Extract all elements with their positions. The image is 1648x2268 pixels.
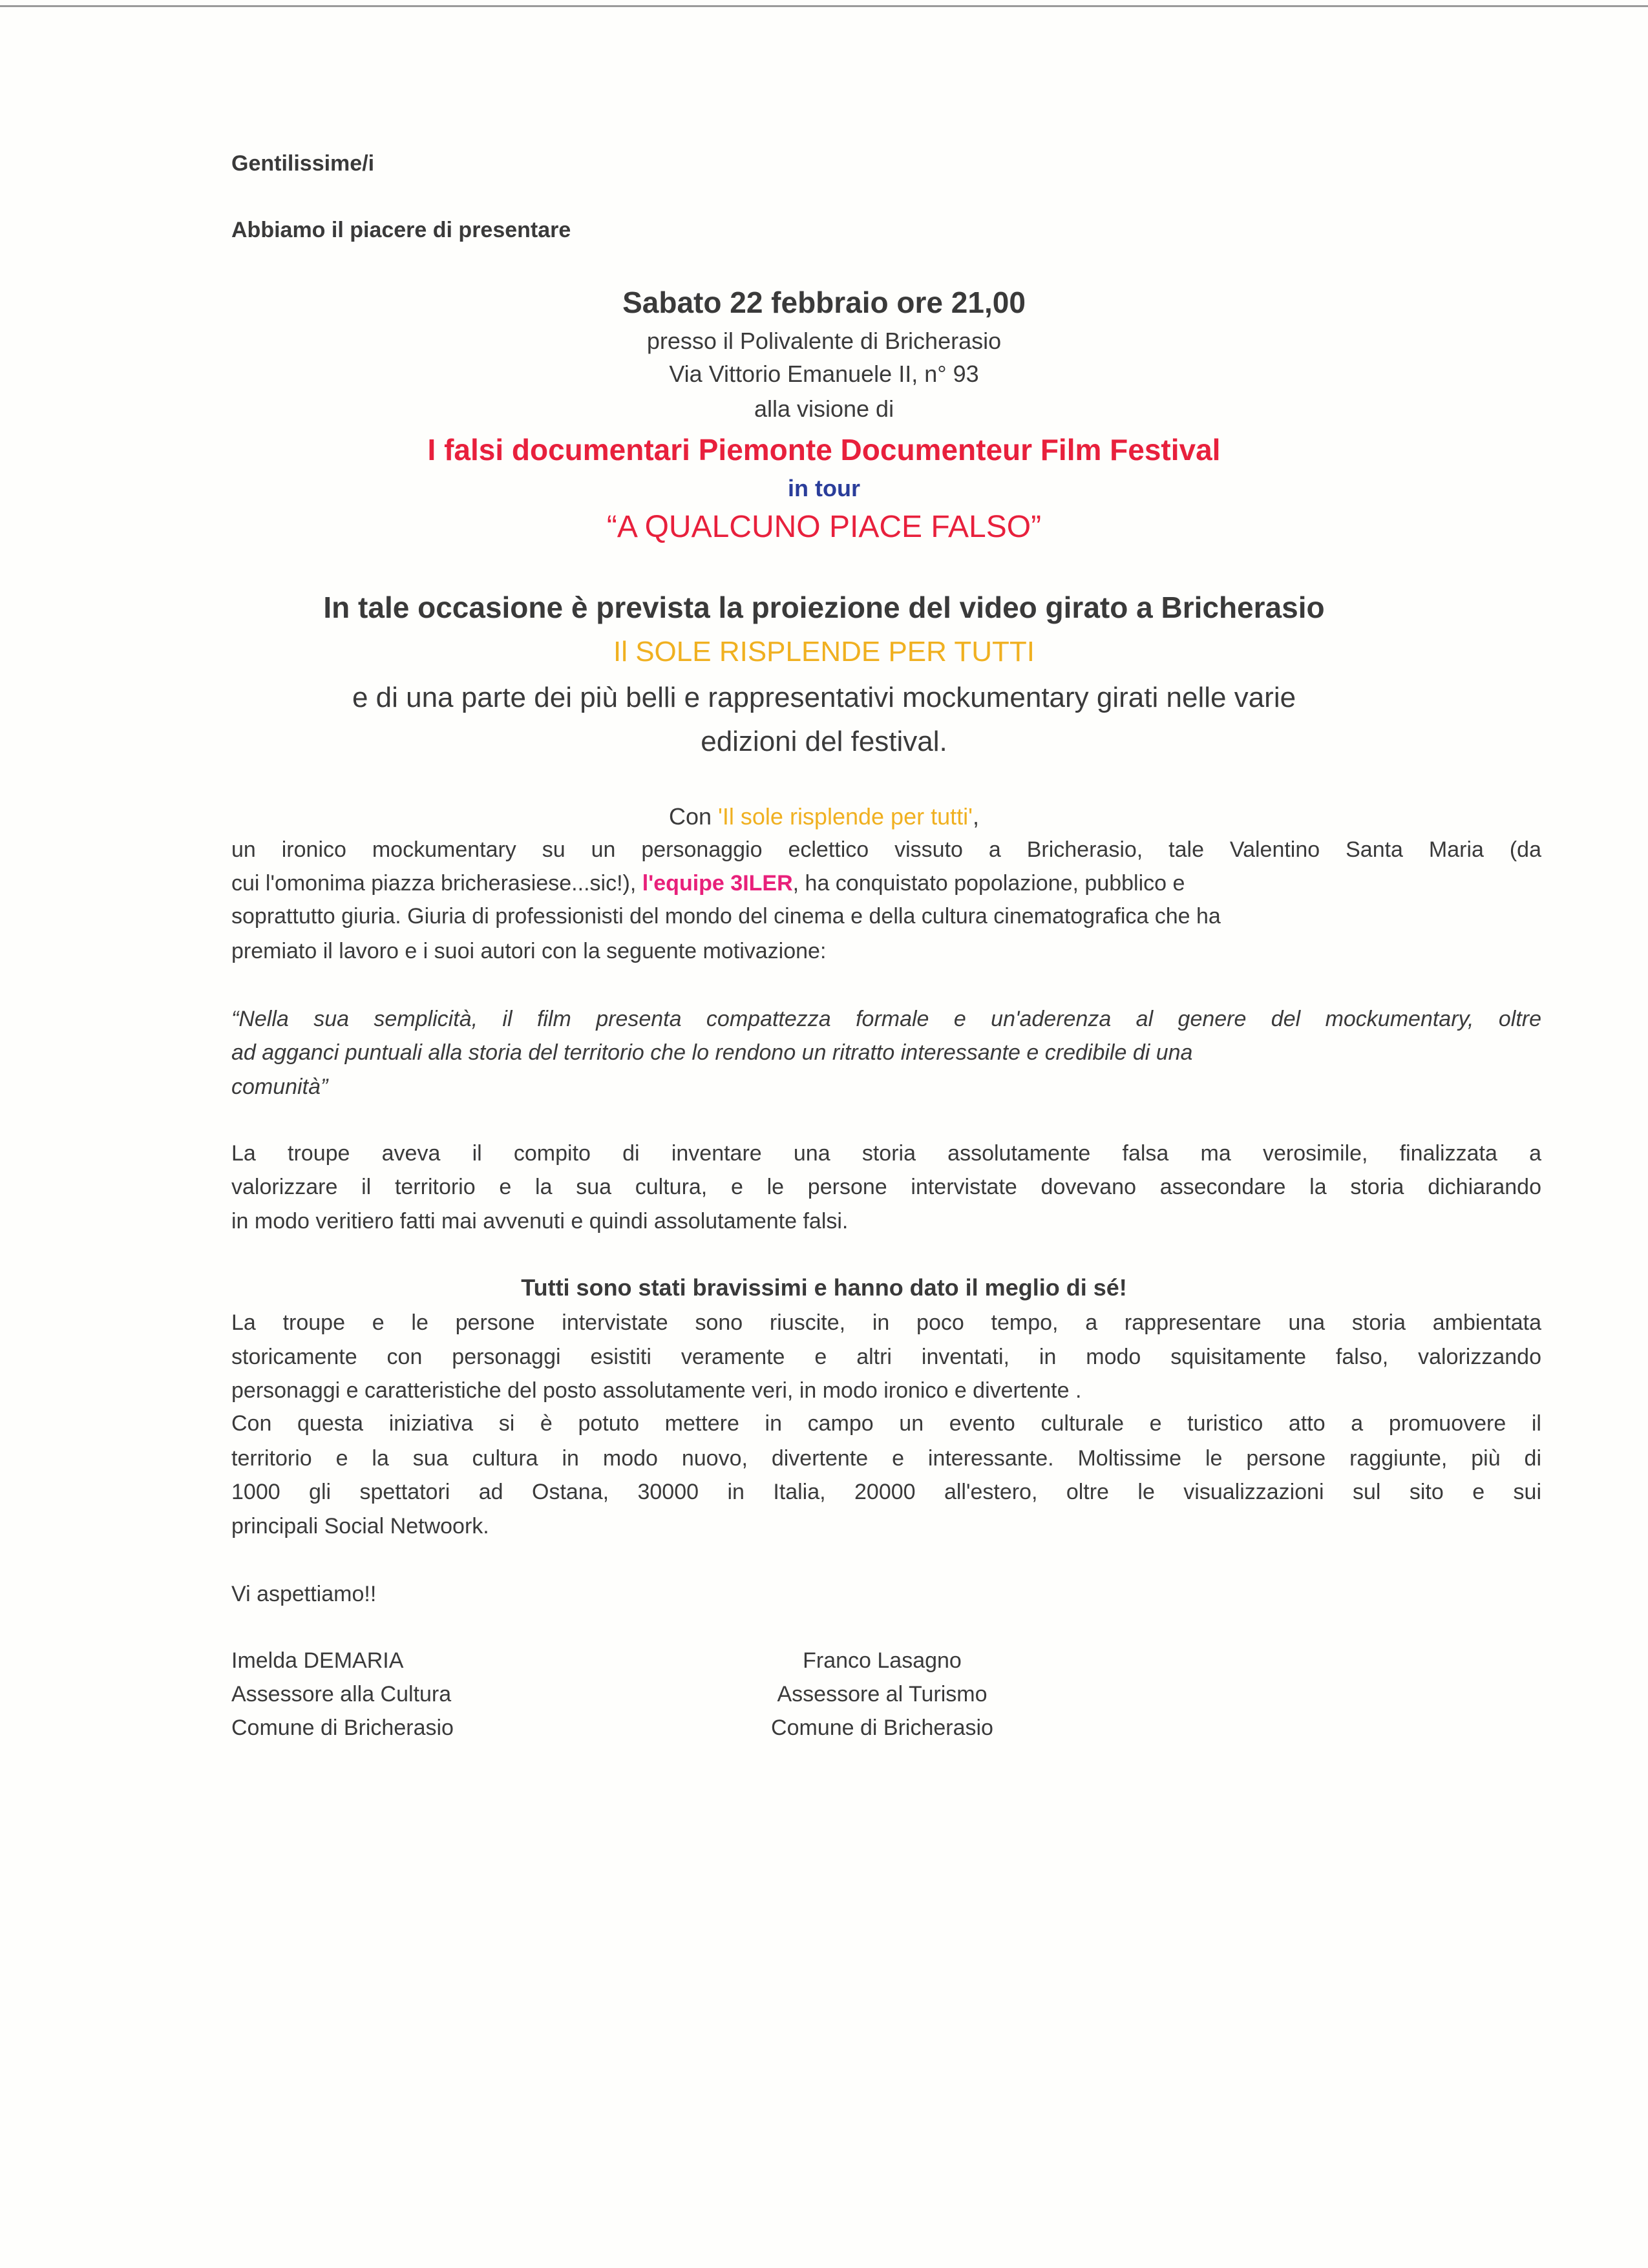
- greeting: Gentilissime/i: [231, 151, 375, 176]
- quote-line: comunità”: [231, 1075, 328, 1099]
- con-text: Con: [668, 803, 719, 830]
- scan-edge-line: [0, 5, 1648, 7]
- paragraph1-line2: [231, 866, 1541, 900]
- paragraph2-line: in modo veritiero fatti mai avvenuti e quindi assolutamente falsi.: [231, 1209, 849, 1234]
- signer-name: Franco Lasagno: [803, 1648, 962, 1673]
- closing: Vi aspettiamo!!: [231, 1582, 377, 1606]
- paragraph1-line1: un ironico mockumentary su un personaggio eclettico vissuto a Bricherasio, tale Valentino Santa Maria (da: [231, 837, 1541, 862]
- event-address: Via Vittorio Emanuele II, n° 93: [669, 361, 979, 387]
- intro: Abbiamo il piacere di presentare: [231, 218, 571, 242]
- festival-name: I falsi documentari Piemonte Documenteur Film Festival: [427, 433, 1221, 467]
- paragraph3-line: personaggi e caratteristiche del posto assolutamente veri, in modo ironico e divertente .: [231, 1378, 1082, 1403]
- signer-role: Assessore al Turismo: [777, 1682, 988, 1706]
- paragraph3-line: 1000 gli spettatori ad Ostana, 30000 in Italia, 20000 all'estero, oltre le visualizzazioni sul sito e sui: [231, 1480, 1541, 1504]
- praise-heading: Tutti sono stati bravissimi e hanno dato il meglio di sé!: [521, 1274, 1127, 1301]
- event-date-time: Sabato 22 febbraio ore 21,00: [622, 286, 1026, 319]
- paragraph1-line3: soprattutto giuria. Giuria di professionisti del mondo del cinema e della cultura cinematografica che ha: [231, 904, 1221, 929]
- occasion-line3: edizioni del festival.: [701, 726, 947, 757]
- occasion-line1: In tale occasione è prevista la proiezione del video girato a Bricherasio: [323, 591, 1325, 624]
- paragraph1-line2-a: cui l'omonima piazza bricherasiese...sic!),: [231, 871, 642, 896]
- occasion-line2: e di una parte dei più belli e rappresentativi mockumentary girati nelle varie: [352, 682, 1296, 713]
- signer-org: Comune di Bricherasio: [231, 1716, 454, 1740]
- signer-role: Assessore alla Cultura: [231, 1682, 452, 1706]
- signer-org: Comune di Bricherasio: [771, 1716, 993, 1740]
- video-title: Il SOLE RISPLENDE PER TUTTI: [613, 636, 1035, 667]
- paragraph1-line2-b: , ha conquistato popolazione, pubblico e: [792, 871, 1185, 896]
- paragraph2-line: La troupe aveva il compito di inventare una storia assolutamente falsa ma verosimile, finalizzata a: [231, 1141, 1541, 1166]
- signature-left: [231, 1644, 454, 1745]
- paragraph1-intro: [0, 800, 1648, 834]
- signer-name: Imelda DEMARIA: [231, 1648, 404, 1673]
- signature-right: [721, 1644, 1044, 1745]
- team-name: l'equipe 3ILER: [642, 871, 793, 896]
- paragraph2-line: valorizzare il territorio e la sua cultura, e le persone intervistate dovevano assecondare la storia dichiarando: [231, 1175, 1541, 1199]
- in-tour-label: in tour: [788, 475, 860, 501]
- film-title: 'Il sole risplende per tutti': [718, 803, 973, 830]
- event-lead: alla visione di: [754, 395, 894, 422]
- paragraph3-line: principali Social Netwoork.: [231, 1514, 489, 1538]
- event-venue: presso il Polivalente di Bricherasio: [646, 328, 1002, 354]
- paragraph3-line: territorio e la sua cultura in modo nuovo, divertente e interessante. Moltissime le persone raggiunte, più di: [231, 1446, 1541, 1471]
- tour-title: “A QUALCUNO PIACE FALSO”: [606, 510, 1042, 544]
- paragraph1-line4: premiato il lavoro e i suoi autori con la seguente motivazione:: [231, 939, 827, 963]
- quote-line: ad agganci puntuali alla storia del territorio che lo rendono un ritratto interessante e credibile di una: [231, 1040, 1193, 1065]
- quote-line: “Nella sua semplicità, il film presenta compattezza formale e un'aderenza al genere del mockumentary, oltre: [231, 1007, 1541, 1031]
- paragraph3-line: La troupe e le persone intervistate sono riuscite, in poco tempo, a rappresentare una storia ambientata: [231, 1310, 1541, 1335]
- paragraph3-line: storicamente con personaggi esistiti veramente e altri inventati, in modo squisitamente falso, valorizzando: [231, 1345, 1541, 1369]
- paragraph3-line: Con questa iniziativa si è potuto mettere in campo un evento culturale e turistico atto a promuovere il: [231, 1411, 1541, 1436]
- comma: ,: [972, 803, 979, 830]
